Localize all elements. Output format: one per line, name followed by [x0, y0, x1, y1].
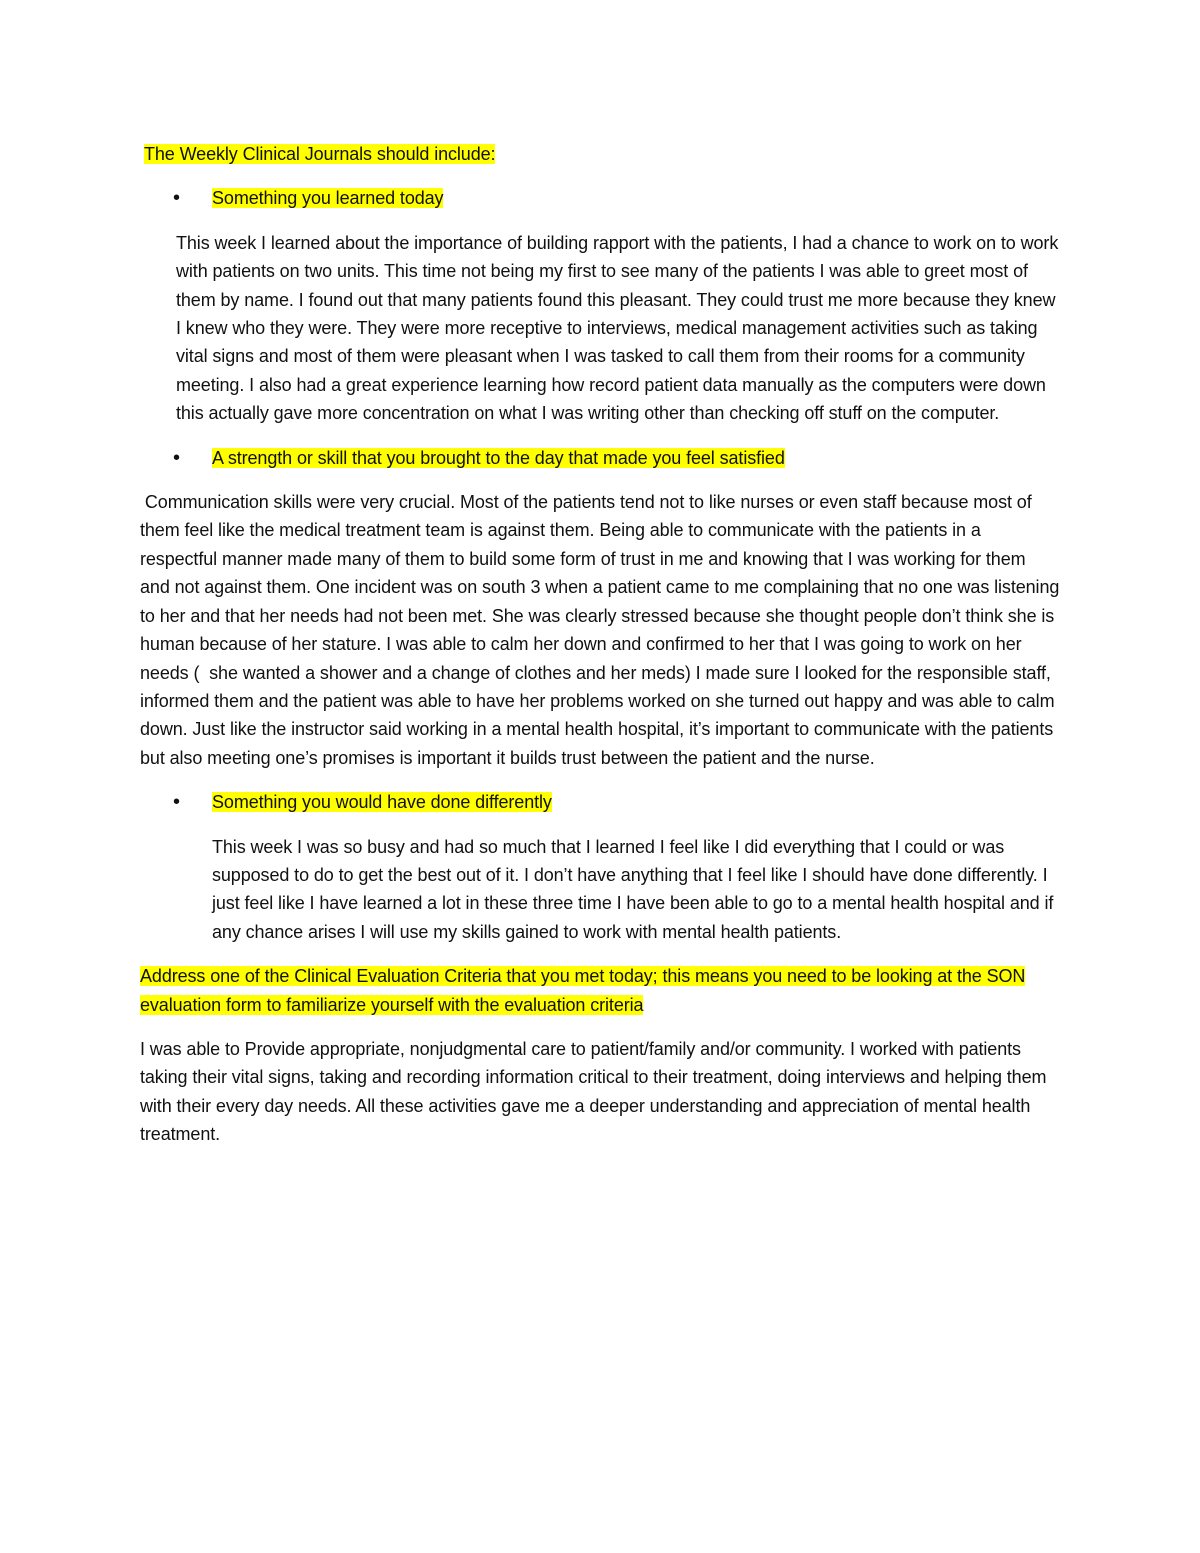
- criteria-response: I was able to Provide appropriate, nonjudgmental care to patient/family and/or community. I worked with patients taking their vital signs, taking and recording information critical to their treatment, doing interviews and helping them with their every day needs. All these activities gave me a deeper understanding and appreciation of mental health treatment.: [140, 1038, 1047, 1145]
- title-highlight: The Weekly Clinical Journals should include:: [144, 144, 496, 164]
- bullet-item-learned: [140, 184, 1060, 212]
- criteria-heading: [140, 962, 1060, 1019]
- criteria-heading-highlight: Address one of the Clinical Evaluation Criteria that you met today; this means you need to be looking at the SON evaluation form to familiarize yourself with the evaluation criteria: [140, 966, 1026, 1015]
- bullet-icon: •: [173, 187, 180, 210]
- response-differently: This week I was so busy and had so much that I learned I feel like I did everything that I could or was supposed to do to get the best out of it. I don’t have anything that I feel like I should have done differently. I just feel like I have learned a lot in these three time I have been able to go to a mental health hospital and if any chance arises I will use my skills gained to work with mental health patients.: [212, 836, 1054, 942]
- bullet-item-differently: [140, 788, 1060, 816]
- bullet-item-strength: [140, 444, 1060, 472]
- bullet-icon: •: [173, 791, 180, 814]
- prompt-learned: Something you learned today: [212, 188, 444, 209]
- prompt-strength: A strength or skill that you brought to the day that made you feel satisfied: [212, 447, 785, 468]
- response-learned: This week I learned about the importance of building rapport with the patients, I had a chance to work on to work with patients on two units. This time not being my first to see many of the patients I was able to greet most of them by name. I found out that many patients found this pleasant. They could trust me more because they knew I knew who they were. They were more receptive to interviews, medical management activities such as taking vital signs and most of them were pleasant when I was tasked to call them from their rooms for a community meeting. I also had a great experience learning how record patient data manually as the computers were down this actually gave more concentration on what I was writing other than checking off stuff on the computer.: [176, 232, 1059, 424]
- document-title: [140, 140, 1060, 168]
- bullet-icon: •: [173, 446, 180, 469]
- response-strength: Communication skills were very crucial. Most of the patients tend not to like nurses or even staff because most of them feel like the medical treatment team is against them. Being able to communicate with the patients in a respectful manner made many of them to build some form of trust in me and knowing that I was working for them and not against them. One incident was on south 3 when a patient came to me complaining that no one was listening to her and that her needs had not been met. She was clearly stressed because she thought people don’t think she is human because of her stature. I was able to calm her down and confirmed to her that I was going to work on her needs ( she wanted a shower and a change of clothes and her meds) I made sure I looked for the responsible staff, informed them and the patient was able to have her problems worked on she turned out happy and was able to calm down. Just like the instructor said working in a mental health hospital, it’s important to communicate with the patients but also meeting one’s promises is important it builds trust between the patient and the nurse.: [140, 492, 1065, 768]
- journal-document: [140, 140, 1065, 1165]
- prompt-differently: Something you would have done differently: [212, 792, 552, 813]
